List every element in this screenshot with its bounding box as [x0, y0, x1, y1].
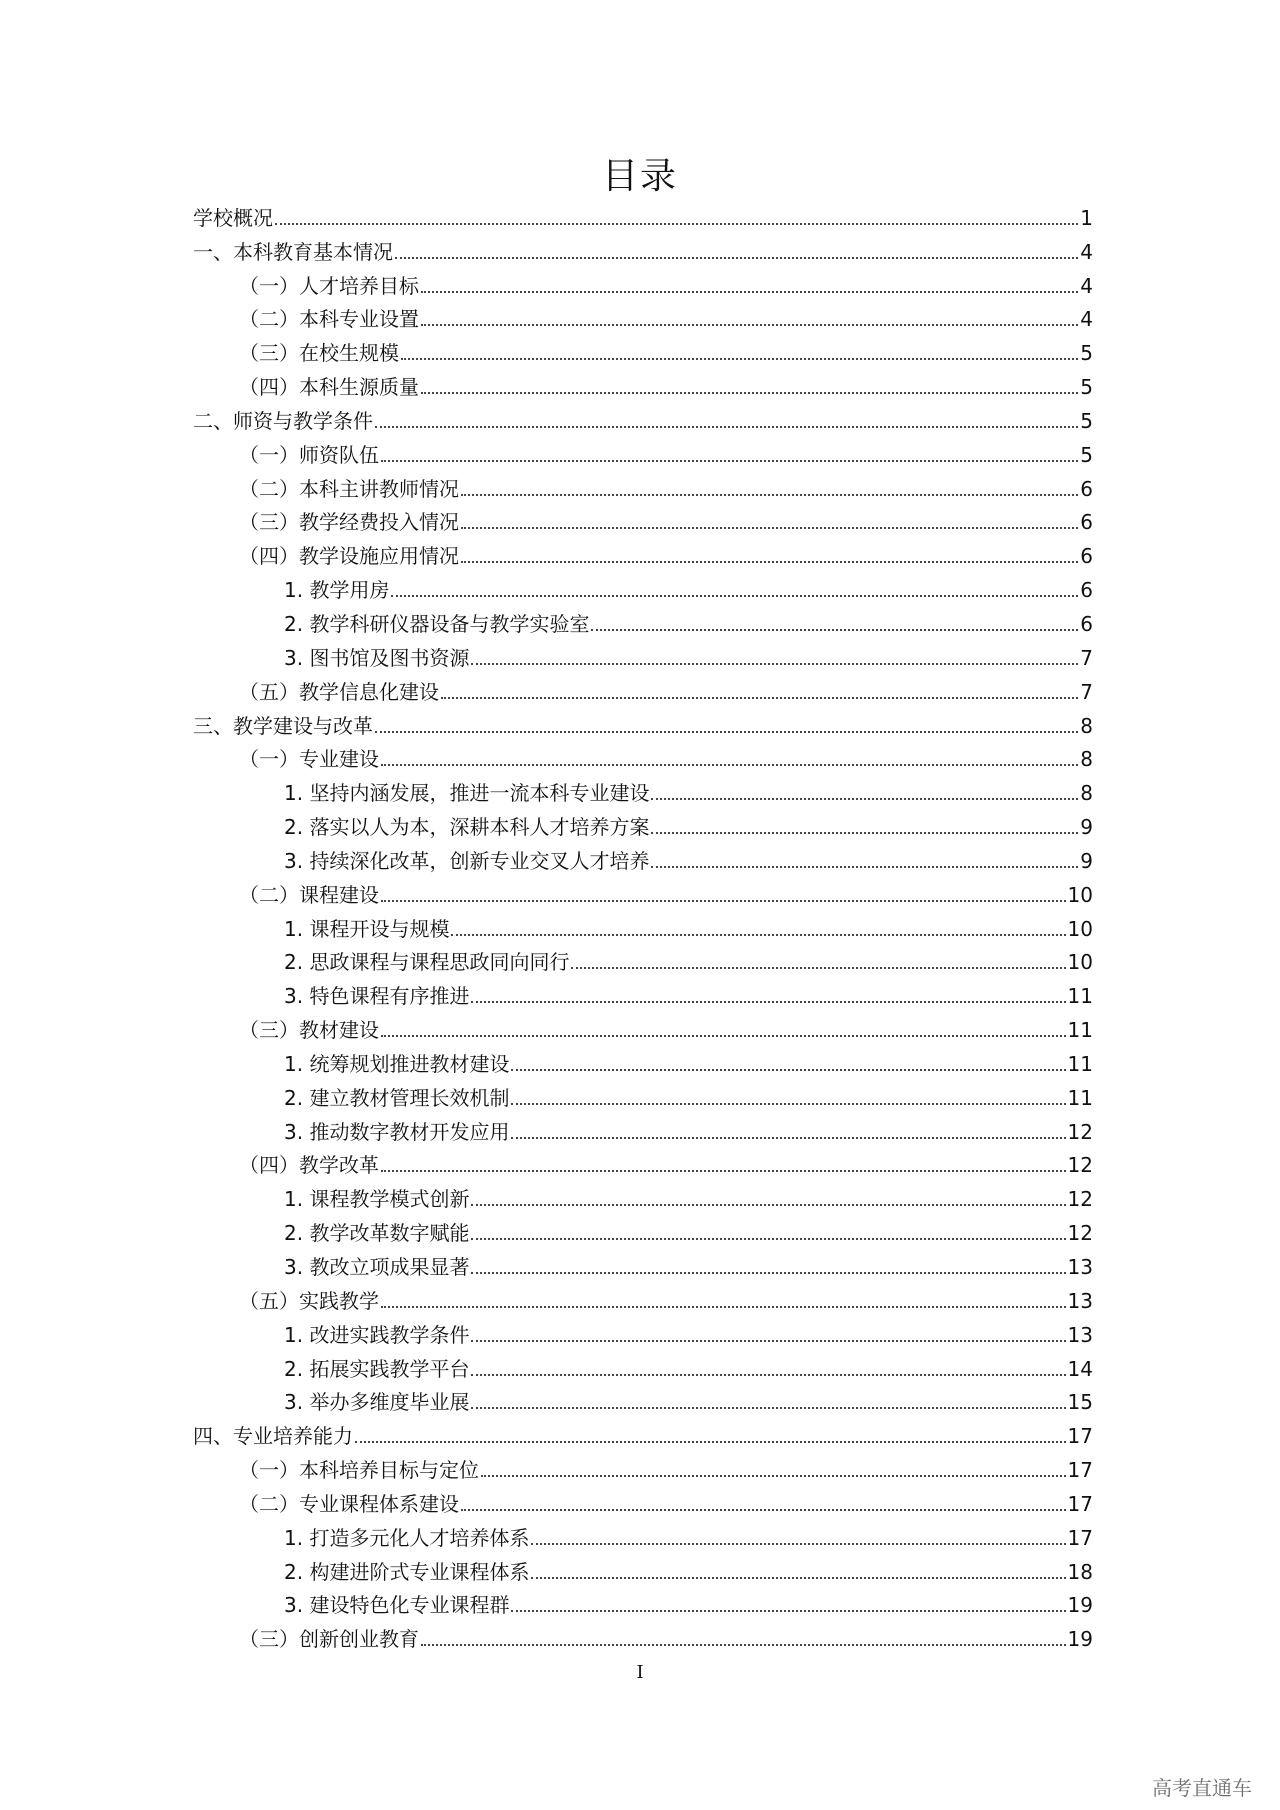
toc-entry-title: （一）专业建设 — [239, 747, 379, 772]
dot-leader — [651, 798, 1078, 800]
toc-entry-title: （一）人才培养目标 — [239, 273, 419, 298]
toc-entry[interactable] — [193, 1079, 1093, 1113]
dot-leader — [531, 1543, 1065, 1545]
toc-entry-title: 1. 教学用房 — [284, 578, 390, 603]
dot-leader — [401, 358, 1078, 360]
toc-entry-title: 2. 拓展实践教学平台 — [284, 1356, 470, 1381]
table-of-contents — [193, 199, 1093, 1654]
toc-entry-title: 1. 打造多元化人才培养体系 — [284, 1525, 530, 1550]
toc-entry-title: 四、专业培养能力 — [193, 1424, 353, 1449]
dot-leader — [275, 223, 1078, 225]
toc-entry-page: 13 — [1067, 1288, 1093, 1313]
toc-entry-page: 6 — [1080, 611, 1093, 636]
toc-entry-page: 10 — [1067, 916, 1093, 941]
toc-entry[interactable] — [193, 1011, 1093, 1045]
toc-entry-page: 17 — [1067, 1458, 1093, 1483]
dot-leader — [355, 1441, 1066, 1443]
toc-entry-title: （二）专业课程体系建设 — [239, 1491, 459, 1516]
dot-leader — [471, 1407, 1065, 1409]
dot-leader — [651, 866, 1078, 868]
toc-entry-title: 3. 特色课程有序推进 — [284, 984, 470, 1009]
toc-entry[interactable] — [193, 1180, 1093, 1214]
toc-entry-title: （三）教学经费投入情况 — [239, 510, 459, 535]
dot-leader — [421, 392, 1078, 394]
toc-entry-page: 5 — [1080, 408, 1093, 433]
dot-leader — [451, 934, 1065, 936]
toc-entry-page: 19 — [1067, 1593, 1093, 1618]
toc-entry[interactable] — [193, 1282, 1093, 1316]
toc-entry-page: 12 — [1067, 1187, 1093, 1212]
toc-entry[interactable] — [193, 1045, 1093, 1079]
toc-entry-title: 一、本科教育基本情况 — [193, 239, 393, 264]
toc-entry-title: 2. 教学科研仪器设备与教学实验室 — [284, 611, 590, 636]
dot-leader — [375, 426, 1078, 428]
toc-entry-page: 10 — [1067, 882, 1093, 907]
toc-entry[interactable] — [193, 1147, 1093, 1181]
toc-entry-title: 1. 改进实践教学条件 — [284, 1322, 470, 1347]
dot-leader — [441, 697, 1078, 699]
toc-entry[interactable] — [193, 673, 1093, 707]
dot-leader — [421, 291, 1078, 293]
toc-entry[interactable] — [193, 470, 1093, 504]
toc-entry-page: 11 — [1067, 1018, 1093, 1043]
toc-entry-page: 11 — [1067, 1085, 1093, 1110]
toc-entry-page: 13 — [1067, 1255, 1093, 1279]
toc-entry-page: 6 — [1080, 510, 1093, 535]
toc-entry-title: （三）在校生规模 — [239, 341, 399, 366]
toc-entry-page: 13 — [1067, 1322, 1093, 1347]
watermark: 高考直通车 — [1152, 1776, 1252, 1800]
toc-entry-title: （二）课程建设 — [239, 882, 379, 907]
toc-entry-title: 3. 持续深化改革，创新专业交叉人才培养 — [284, 848, 650, 873]
toc-entry[interactable] — [193, 233, 1093, 267]
dot-leader — [591, 629, 1078, 631]
dot-leader — [381, 1306, 1066, 1308]
dot-leader — [395, 257, 1078, 259]
toc-entry-page: 5 — [1080, 375, 1093, 400]
dot-leader — [381, 900, 1066, 902]
dot-leader — [531, 1577, 1065, 1579]
page-title: 目录 — [601, 156, 678, 197]
toc-entry[interactable] — [193, 1620, 1093, 1654]
toc-entry-title: （五）实践教学 — [239, 1288, 379, 1313]
toc-entry-title: 2. 落实以人为本，深耕本科人才培养方案 — [284, 815, 650, 840]
toc-entry[interactable] — [193, 1113, 1093, 1147]
toc-entry-page: 12 — [1067, 1221, 1093, 1246]
toc-entry-page: 4 — [1080, 239, 1093, 264]
dot-leader — [471, 1340, 1065, 1342]
toc-entry[interactable] — [193, 741, 1093, 775]
toc-entry-page: 12 — [1067, 1119, 1093, 1144]
dot-leader — [381, 764, 1078, 766]
toc-entry-title: 3. 举办多维度毕业展 — [284, 1390, 470, 1415]
toc-entry-title: 2. 教学改革数字赋能 — [284, 1221, 470, 1246]
toc-entry[interactable] — [193, 1316, 1093, 1350]
toc-entry[interactable] — [193, 436, 1093, 470]
dot-leader — [421, 324, 1078, 326]
dot-leader — [461, 494, 1078, 496]
toc-entry-page: 17 — [1067, 1525, 1093, 1550]
dot-leader — [391, 595, 1078, 597]
dot-leader — [461, 527, 1078, 529]
toc-entry-page: 4 — [1080, 307, 1093, 332]
toc-entry[interactable] — [193, 808, 1093, 842]
dot-leader — [375, 731, 1078, 733]
toc-entry-page: 12 — [1067, 1153, 1093, 1178]
dot-leader — [481, 1475, 1066, 1477]
toc-entry[interactable] — [193, 1519, 1093, 1553]
toc-entry-page: 7 — [1080, 645, 1093, 670]
toc-entry-title: 1. 坚持内涵发展，推进一流本科专业建设 — [284, 781, 650, 806]
toc-entry[interactable] — [193, 1587, 1093, 1621]
toc-entry-page: 1 — [1080, 205, 1093, 230]
dot-leader — [511, 1069, 1065, 1071]
dot-leader — [471, 1374, 1065, 1376]
dot-leader — [381, 1035, 1066, 1037]
toc-entry-page: 7 — [1080, 679, 1093, 704]
toc-entry-title: （三）教材建设 — [239, 1018, 379, 1043]
toc-entry[interactable] — [193, 334, 1093, 368]
toc-entry[interactable] — [193, 368, 1093, 402]
toc-entry-page: 14 — [1067, 1356, 1093, 1381]
toc-entry-page: 17 — [1067, 1424, 1093, 1449]
toc-entry-title: 1. 课程教学模式创新 — [284, 1187, 470, 1212]
dot-leader — [471, 1001, 1065, 1003]
toc-entry[interactable] — [193, 774, 1093, 808]
toc-entry[interactable] — [193, 571, 1093, 605]
toc-entry[interactable] — [193, 1485, 1093, 1519]
toc-entry[interactable] — [193, 301, 1093, 335]
toc-entry[interactable] — [193, 504, 1093, 538]
toc-entry-title: 三、教学建设与改革 — [193, 713, 373, 738]
toc-entry-title: 学校概况 — [193, 205, 273, 230]
toc-entry-page: 5 — [1080, 442, 1093, 467]
toc-entry[interactable] — [193, 842, 1093, 876]
toc-entry-title: （四）教学设施应用情况 — [239, 544, 459, 569]
toc-entry[interactable] — [193, 199, 1093, 233]
toc-entry[interactable] — [193, 707, 1093, 741]
dot-leader — [471, 663, 1078, 665]
page-number: I — [636, 1662, 644, 1683]
toc-entry[interactable] — [193, 402, 1093, 436]
toc-entry-page: 11 — [1067, 1051, 1093, 1076]
toc-entry[interactable] — [193, 1214, 1093, 1248]
toc-entry-title: （四）本科生源质量 — [239, 375, 419, 400]
toc-entry-title: 2. 构建进阶式专业课程体系 — [284, 1559, 530, 1584]
toc-entry[interactable] — [193, 1417, 1093, 1451]
toc-entry[interactable] — [193, 639, 1093, 673]
toc-entry-title: （二）本科主讲教师情况 — [239, 476, 459, 501]
toc-entry-page: 9 — [1080, 815, 1093, 840]
toc-entry[interactable] — [193, 605, 1093, 639]
dot-leader — [381, 460, 1078, 462]
toc-entry-title: （一）师资队伍 — [239, 442, 379, 467]
toc-entry-title: 二、师资与教学条件 — [193, 408, 373, 433]
toc-entry-page: 15 — [1067, 1390, 1093, 1415]
toc-entry-title: 1. 统筹规划推进教材建设 — [284, 1051, 510, 1076]
toc-entry-title: （四）教学改革 — [239, 1153, 379, 1178]
toc-entry-page: 5 — [1080, 341, 1093, 366]
toc-entry[interactable] — [193, 267, 1093, 301]
toc-entry-title: （三）创新创业教育 — [239, 1627, 419, 1652]
dot-leader — [471, 1204, 1065, 1206]
dot-leader — [471, 1272, 1065, 1274]
toc-entry-title: 3. 建设特色化专业课程群 — [284, 1593, 510, 1618]
toc-entry-page: 8 — [1080, 781, 1093, 806]
toc-entry-page: 8 — [1080, 747, 1093, 772]
toc-entry[interactable] — [193, 977, 1093, 1011]
toc-entry[interactable] — [193, 537, 1093, 571]
toc-entry[interactable] — [193, 1248, 1093, 1282]
toc-entry[interactable] — [193, 1553, 1093, 1587]
toc-entry[interactable] — [193, 876, 1093, 910]
toc-entry-page: 6 — [1080, 476, 1093, 501]
dot-leader — [571, 967, 1065, 969]
toc-entry[interactable] — [193, 910, 1093, 944]
toc-entry-page: 6 — [1080, 578, 1093, 603]
toc-entry-page: 9 — [1080, 848, 1093, 873]
toc-entry-page: 17 — [1067, 1491, 1093, 1516]
toc-entry-title: 1. 课程开设与规模 — [284, 916, 450, 941]
toc-entry[interactable] — [193, 1350, 1093, 1384]
dot-leader — [511, 1137, 1065, 1139]
toc-entry-page: 6 — [1080, 544, 1093, 569]
toc-entry-page: 10 — [1067, 950, 1093, 975]
toc-entry[interactable] — [193, 944, 1093, 978]
dot-leader — [461, 1509, 1066, 1511]
toc-entry[interactable] — [193, 1384, 1093, 1418]
dot-leader — [511, 1610, 1065, 1612]
toc-entry-page: 18 — [1067, 1559, 1093, 1584]
toc-entry-page: 4 — [1080, 273, 1093, 298]
toc-entry-title: 3. 推动数字教材开发应用 — [284, 1119, 510, 1144]
toc-entry-page: 8 — [1080, 713, 1093, 738]
dot-leader — [421, 1644, 1066, 1646]
toc-entry-page: 11 — [1067, 984, 1093, 1009]
dot-leader — [381, 1170, 1066, 1172]
toc-entry-title: 3. 教改立项成果显著 — [284, 1255, 470, 1279]
toc-entry-title: （二）本科专业设置 — [239, 307, 419, 332]
dot-leader — [461, 561, 1078, 563]
toc-entry[interactable] — [193, 1451, 1093, 1485]
toc-entry-page: 19 — [1067, 1627, 1093, 1652]
toc-entry-title: 3. 图书馆及图书资源 — [284, 645, 470, 670]
dot-leader — [471, 1238, 1065, 1240]
dot-leader — [511, 1103, 1065, 1105]
toc-entry-title: （五）教学信息化建设 — [239, 679, 439, 704]
toc-entry-title: 2. 建立教材管理长效机制 — [284, 1085, 510, 1110]
toc-entry-title: 2. 思政课程与课程思政同向同行 — [284, 950, 570, 975]
dot-leader — [651, 832, 1078, 834]
toc-entry-title: （一）本科培养目标与定位 — [239, 1458, 479, 1483]
